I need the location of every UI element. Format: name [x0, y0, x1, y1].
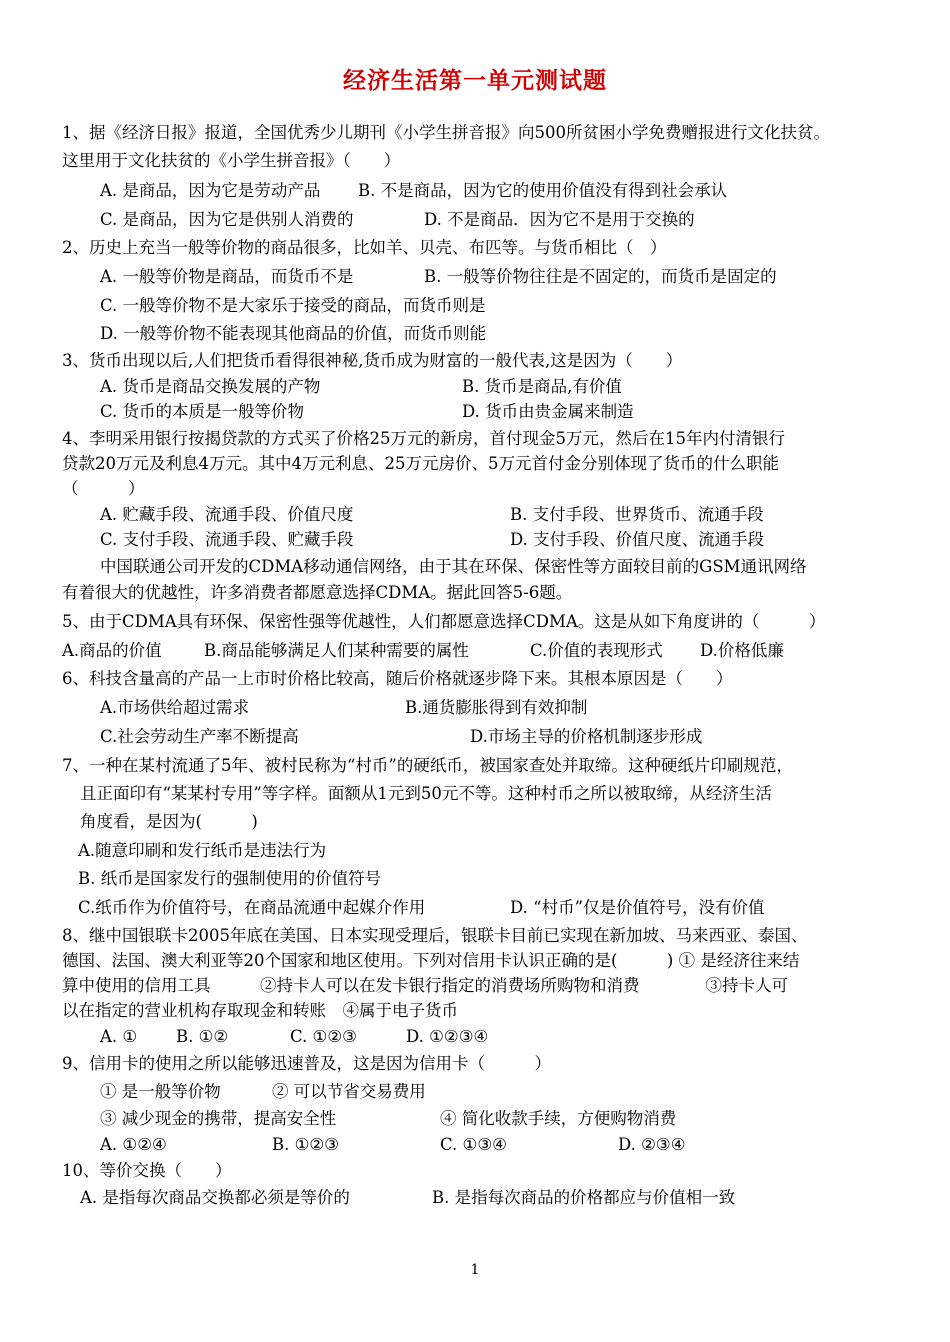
q8-stem-line3: 算中使用的信用工具 ②持卡人可以在发卡银行指定的消费场所购物和消费 ③持卡人可: [62, 976, 788, 995]
intro-5-6-line2: 有着很大的优越性，许多消费者都愿意选择CDMA。据此回答5-6题。: [62, 583, 573, 602]
q10-stem: 10、等价交换（ ）: [62, 1161, 232, 1180]
q4-stem-line1: 4、李明采用银行按揭贷款的方式买了价格25万元的新房，首付现金5万元，然后在15年内付清银行: [62, 429, 785, 448]
q7-option-c: C.纸币作为价值符号，在商品流通中起媒介作用: [78, 898, 426, 917]
q3-option-d: D. 货币由贵金属来制造: [462, 402, 634, 421]
q4-option-a: A. 贮藏手段、流通手段、价值尺度: [100, 505, 354, 524]
q2-option-c: C. 一般等价物不是大家乐于接受的商品，而货币则是: [100, 296, 486, 315]
q1-stem-line2: 这里用于文化扶贫的《小学生拼音报》（ ）: [62, 151, 401, 170]
q7-option-a: A.随意印刷和发行纸币是违法行为: [78, 841, 327, 860]
q9-option-d: D. ②③④: [618, 1135, 686, 1154]
q10-option-a: A. 是指每次商品交换都必须是等价的: [80, 1188, 350, 1207]
q2-option-d: D. 一般等价物不能表现其他商品的价值，而货币则能: [100, 324, 487, 343]
q6-option-d: D.市场主导的价格机制逐步形成: [470, 727, 703, 746]
page-title: 经济生活第一单元测试题: [343, 67, 607, 94]
q3-option-b: B. 货币是商品,有价值: [462, 377, 622, 396]
q4-stem-line3: （ ）: [62, 479, 145, 498]
q6-option-b: B.通货膨胀得到有效抑制: [405, 698, 588, 717]
q6-stem: 6、科技含量高的产品一上市时价格比较高，随后价格就逐步降下来。其根本原因是（ ）: [62, 669, 733, 688]
q8-stem-line4: 以在指定的营业机构存取现金和转账 ④属于电子货币: [62, 1001, 458, 1020]
q3-option-a: A. 货币是商品交换发展的产物: [100, 377, 321, 396]
q1-option-b: B. 不是商品，因为它的使用价值没有得到社会承认: [358, 181, 728, 200]
q4-stem-line2: 贷款20万元及利息4万元。其中4万元利息、25万元房价、5万元首付金分别体现了货币的什么职能: [62, 454, 779, 473]
q5-option-d: D.价格低廉: [700, 641, 784, 660]
q7-stem-line3: 角度看，是因为( ): [80, 812, 258, 831]
q5-option-a: A.商品的价值: [62, 641, 162, 660]
q1-option-a: A. 是商品，因为它是劳动产品: [100, 181, 321, 200]
q9-statement-3: ③ 减少现金的携带，提高安全性: [100, 1109, 337, 1128]
q4-option-d: D. 支付手段、价值尺度、流通手段: [510, 530, 765, 549]
q3-stem: 3、货币出现以后,人们把货币看得很神秘,货币成为财富的一般代表,这是因为（ ）: [62, 351, 683, 370]
q9-option-b: B. ①②③: [272, 1135, 339, 1154]
q2-stem: 2、历史上充当一般等价物的商品很多，比如羊、贝壳、布匹等。与货币相比（ ）: [62, 238, 667, 257]
q7-stem-line1: 7、一种在某村流通了5年、被村民称为“村币”的硬纸币，被国家查处并取缔。这种硬纸片印刷规范，: [62, 756, 793, 775]
q4-option-c: C. 支付手段、流通手段、贮藏手段: [100, 530, 354, 549]
q5-option-c: C.价值的表现形式: [530, 641, 663, 660]
q7-stem-line2: 且正面印有“某某村专用”等字样。面额从1元到50元不等。这种村币之所以被取缔，从经济生活: [80, 784, 772, 803]
q2-option-b: B. 一般等价物往往是不固定的，而货币是固定的: [424, 267, 777, 286]
q7-option-b: B. 纸币是国家发行的强制使用的价值符号: [78, 869, 382, 888]
q2-option-a: A. 一般等价物是商品，而货币不是: [100, 267, 354, 286]
intro-5-6-line1: 中国联通公司开发的CDMA移动通信网络，由于其在环保、保密性等方面较目前的GSM通讯网络: [100, 557, 807, 576]
q4-option-b: B. 支付手段、世界货币、流通手段: [510, 505, 764, 524]
q10-option-b: B. 是指每次商品的价格都应与价值相一致: [432, 1188, 736, 1207]
q8-stem-line1: 8、继中国银联卡2005年底在美国、日本实现受理后，银联卡目前已实现在新加坡、马来西亚、泰国、: [62, 926, 808, 945]
q5-stem: 5、由于CDMA具有环保、保密性强等优越性，人们都愿意选择CDMA。这是从如下角度讲的（ ）: [62, 612, 826, 631]
q9-statement-2: ② 可以节省交易费用: [272, 1082, 426, 1101]
q9-option-c: C. ①③④: [440, 1135, 507, 1154]
q1-stem-line1: 1、据《经济日报》报道，全国优秀少儿期刊《小学生拼音报》向500所贫困小学免费赠报进行文化扶贫。: [62, 123, 830, 142]
q9-stem: 9、信用卡的使用之所以能够迅速普及，这是因为信用卡（ ）: [62, 1054, 551, 1073]
q8-option-d: D. ①②③④: [406, 1027, 489, 1046]
q9-statement-4: ④ 简化收款手续，方便购物消费: [440, 1109, 677, 1128]
q5-option-b: B.商品能够满足人们某种需要的属性: [204, 641, 469, 660]
page-number: 1: [470, 1262, 480, 1278]
q9-option-a: A. ①②④: [100, 1135, 167, 1154]
q6-option-c: C.社会劳动生产率不断提高: [100, 727, 299, 746]
q8-option-b: B. ①②: [176, 1027, 229, 1046]
q3-option-c: C. 货币的本质是一般等价物: [100, 402, 305, 421]
q7-option-d: D. “村币”仅是价值符号，没有价值: [510, 898, 765, 917]
q1-option-d: D. 不是商品．因为它不是用于交换的: [424, 210, 695, 229]
q8-stem-line2: 德国、法国、澳大利亚等20个国家和地区使用。下列对信用卡认识正确的是( ) ① 是经济往来结: [62, 951, 800, 970]
q8-option-c: C. ①②③: [290, 1027, 357, 1046]
q8-option-a: A. ①: [100, 1027, 138, 1046]
q6-option-a: A.市场供给超过需求: [100, 698, 250, 717]
q1-option-c: C. 是商品，因为它是供别人消费的: [100, 210, 354, 229]
q9-statement-1: ① 是一般等价物: [100, 1082, 221, 1101]
